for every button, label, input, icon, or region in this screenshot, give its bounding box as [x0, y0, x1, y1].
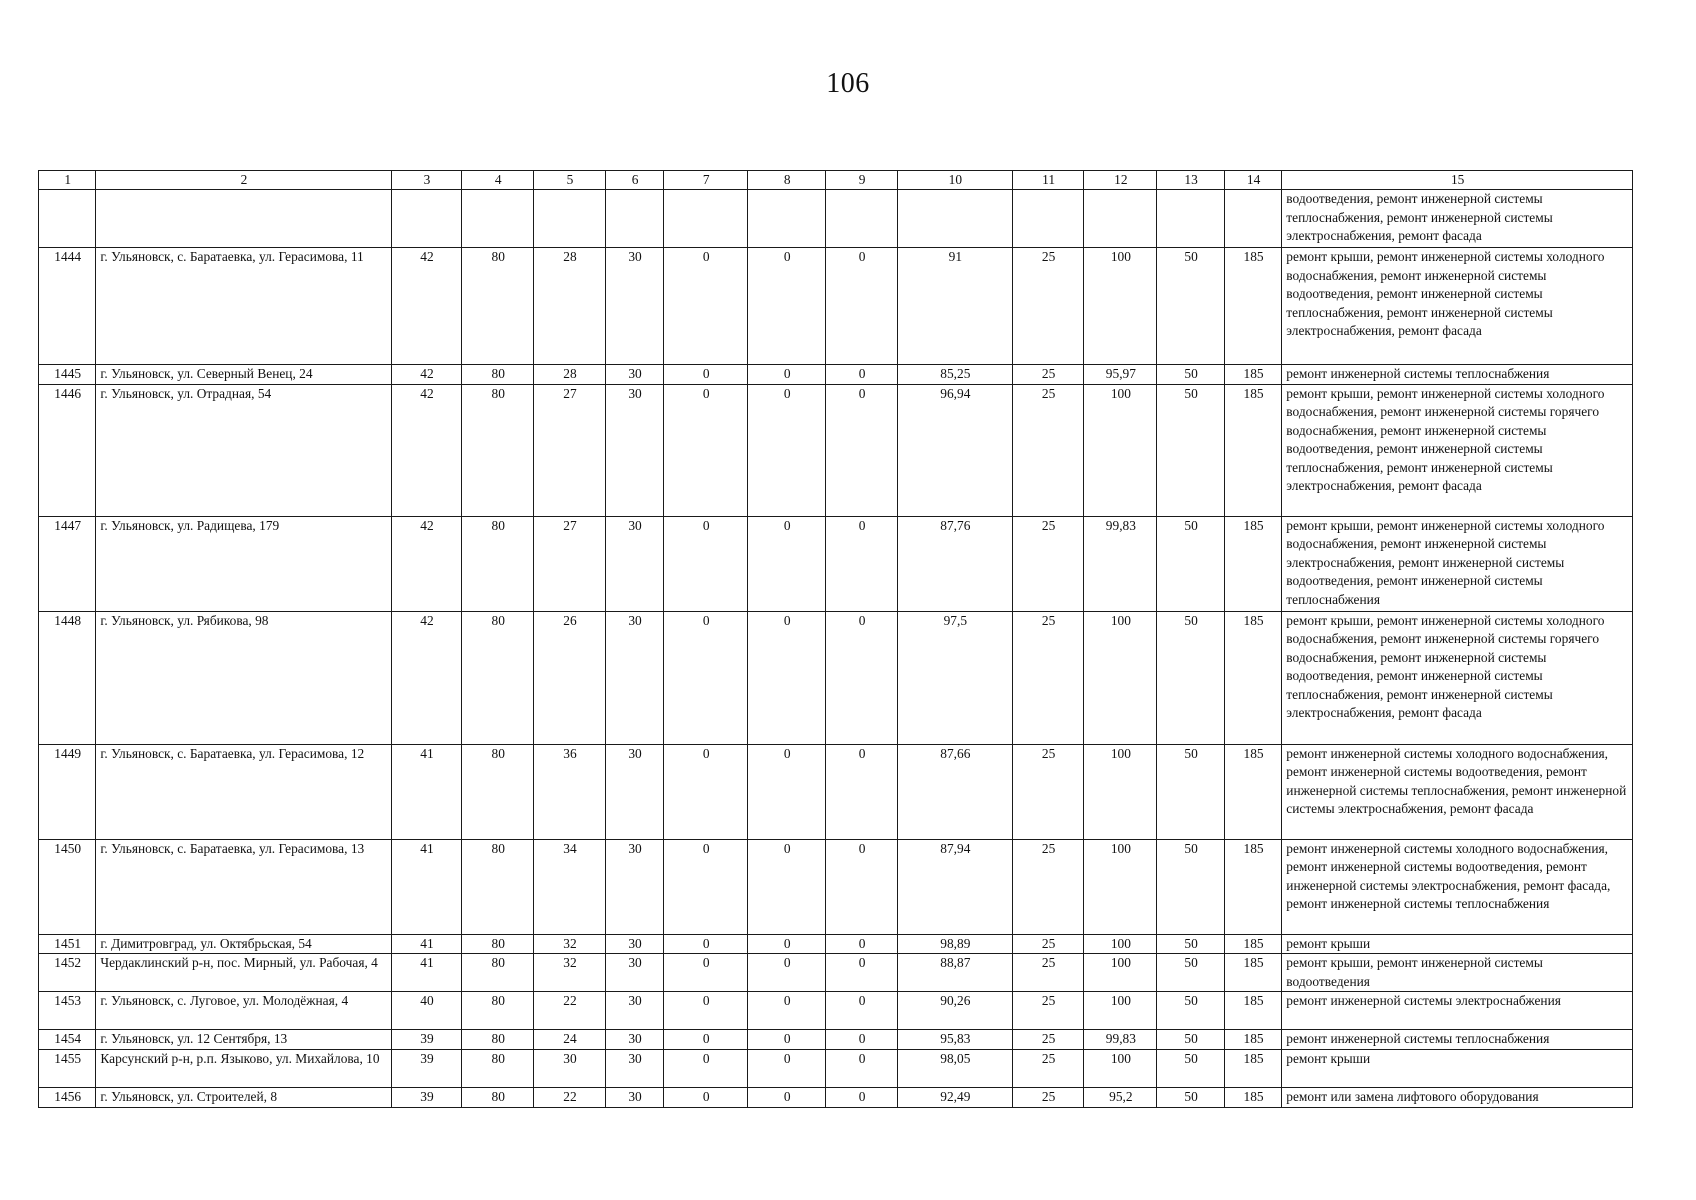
column-number-header: 9	[826, 171, 898, 190]
value-cell-col7: 0	[664, 516, 748, 611]
value-cell-col14: 185	[1224, 992, 1281, 1030]
value-cell-col12: 100	[1084, 1049, 1157, 1087]
table-row	[39, 934, 1633, 954]
value-cell-col4: 80	[462, 248, 534, 365]
value-cell-col6: 30	[605, 1087, 663, 1107]
value-cell-col13: 50	[1157, 1030, 1225, 1050]
value-cell-col3: 42	[391, 365, 462, 385]
column-number-header: 12	[1084, 171, 1157, 190]
value-cell-col12: 100	[1084, 384, 1157, 516]
works-cell: ремонт инженерной системы холодного водоснабжения, ремонт инженерной системы водоотведения, ремонт инженерной системы электроснабжения, ремонт фасада, ремонт инженерной системы теплоснабжения	[1282, 839, 1633, 934]
value-cell-col8: 0	[748, 934, 826, 954]
value-cell-col10: 92,49	[897, 1087, 1012, 1107]
value-cell-col10: 87,66	[897, 744, 1012, 839]
row-number-cell: 1453	[39, 992, 96, 1030]
value-cell-col14: 185	[1224, 934, 1281, 954]
address-cell: г. Ульяновск, с. Баратаевка, ул. Герасимова, 12	[96, 744, 391, 839]
works-cell: ремонт крыши, ремонт инженерной системы водоотведения	[1282, 954, 1633, 992]
column-number-header: 7	[664, 171, 748, 190]
works-cell: ремонт инженерной системы электроснабжения	[1282, 992, 1633, 1030]
value-cell-col11: 25	[1012, 744, 1084, 839]
value-cell-col14: 185	[1224, 384, 1281, 516]
value-cell-col3: 39	[391, 1030, 462, 1050]
value-cell-col11: 25	[1012, 1087, 1084, 1107]
address-cell: г. Ульяновск, ул. Радищева, 179	[96, 516, 391, 611]
value-cell-col10: 87,94	[897, 839, 1012, 934]
value-cell-col13: 50	[1157, 1049, 1225, 1087]
value-cell-col13: 50	[1157, 992, 1225, 1030]
value-cell-col4: 80	[462, 839, 534, 934]
row-number-cell: 1454	[39, 1030, 96, 1050]
value-cell-col4: 80	[462, 934, 534, 954]
value-cell-col4: 80	[462, 365, 534, 385]
value-cell-col11	[1012, 190, 1084, 248]
address-cell: Карсунский р-н, р.п. Языково, ул. Михайлова, 10	[96, 1049, 391, 1087]
value-cell-col11: 25	[1012, 248, 1084, 365]
table-row	[39, 190, 1633, 248]
value-cell-col14: 185	[1224, 1087, 1281, 1107]
value-cell-col9: 0	[826, 1087, 898, 1107]
value-cell-col3: 41	[391, 954, 462, 992]
value-cell-col4: 80	[462, 516, 534, 611]
value-cell-col7: 0	[664, 1087, 748, 1107]
value-cell-col5	[534, 190, 606, 248]
value-cell-col10	[897, 190, 1012, 248]
value-cell-col13: 50	[1157, 1087, 1225, 1107]
value-cell-col5: 28	[534, 365, 606, 385]
value-cell-col14: 185	[1224, 248, 1281, 365]
value-cell-col10: 98,05	[897, 1049, 1012, 1087]
row-number-cell: 1444	[39, 248, 96, 365]
value-cell-col8	[748, 190, 826, 248]
value-cell-col6: 30	[605, 839, 663, 934]
value-cell-col9: 0	[826, 384, 898, 516]
value-cell-col11: 25	[1012, 384, 1084, 516]
value-cell-col3: 41	[391, 839, 462, 934]
value-cell-col3	[391, 190, 462, 248]
value-cell-col7: 0	[664, 954, 748, 992]
works-cell: ремонт инженерной системы холодного водоснабжения, ремонт инженерной системы водоотведения, ремонт инженерной системы теплоснабжения, ремонт инженерной системы электроснабжения, ремонт фасада	[1282, 744, 1633, 839]
address-cell: г. Ульяновск, ул. Строителей, 8	[96, 1087, 391, 1107]
value-cell-col13	[1157, 190, 1225, 248]
value-cell-col7: 0	[664, 1049, 748, 1087]
value-cell-col8: 0	[748, 1049, 826, 1087]
column-number-header: 4	[462, 171, 534, 190]
column-number-header: 5	[534, 171, 606, 190]
value-cell-col5: 28	[534, 248, 606, 365]
column-number-header: 8	[748, 171, 826, 190]
value-cell-col12: 100	[1084, 992, 1157, 1030]
row-number-cell: 1448	[39, 611, 96, 744]
row-number-cell: 1446	[39, 384, 96, 516]
value-cell-col9: 0	[826, 744, 898, 839]
value-cell-col9: 0	[826, 1049, 898, 1087]
value-cell-col11: 25	[1012, 934, 1084, 954]
row-number-cell: 1456	[39, 1087, 96, 1107]
address-cell: г. Ульяновск, с. Луговое, ул. Молодёжная, 4	[96, 992, 391, 1030]
value-cell-col3: 39	[391, 1049, 462, 1087]
value-cell-col7: 0	[664, 365, 748, 385]
value-cell-col3: 41	[391, 934, 462, 954]
value-cell-col14: 185	[1224, 954, 1281, 992]
value-cell-col6: 30	[605, 365, 663, 385]
value-cell-col13: 50	[1157, 839, 1225, 934]
works-cell: водоотведения, ремонт инженерной системы теплоснабжения, ремонт инженерной системы электроснабжения, ремонт фасада	[1282, 190, 1633, 248]
value-cell-col10: 95,83	[897, 1030, 1012, 1050]
value-cell-col4: 80	[462, 611, 534, 744]
value-cell-col9: 0	[826, 248, 898, 365]
value-cell-col4: 80	[462, 992, 534, 1030]
value-cell-col13: 50	[1157, 365, 1225, 385]
value-cell-col9: 0	[826, 992, 898, 1030]
row-number-cell: 1445	[39, 365, 96, 385]
value-cell-col5: 22	[534, 1087, 606, 1107]
value-cell-col9	[826, 190, 898, 248]
value-cell-col11: 25	[1012, 516, 1084, 611]
value-cell-col11: 25	[1012, 1030, 1084, 1050]
column-number-header: 13	[1157, 171, 1225, 190]
value-cell-col8: 0	[748, 384, 826, 516]
value-cell-col6: 30	[605, 744, 663, 839]
value-cell-col8: 0	[748, 365, 826, 385]
value-cell-col4: 80	[462, 1049, 534, 1087]
works-cell: ремонт крыши, ремонт инженерной системы холодного водоснабжения, ремонт инженерной системы горячего водоснабжения, ремонт инженерной системы водоотведения, ремонт инженерной системы теплоснабжения, ремонт инженерной системы электроснабжения, ремонт фасада	[1282, 611, 1633, 744]
row-number-cell: 1450	[39, 839, 96, 934]
value-cell-col5: 36	[534, 744, 606, 839]
value-cell-col5: 24	[534, 1030, 606, 1050]
value-cell-col12: 95,97	[1084, 365, 1157, 385]
value-cell-col14: 185	[1224, 611, 1281, 744]
column-number-header: 3	[391, 171, 462, 190]
column-number-header: 14	[1224, 171, 1281, 190]
value-cell-col9: 0	[826, 516, 898, 611]
value-cell-col7	[664, 190, 748, 248]
value-cell-col12: 100	[1084, 954, 1157, 992]
value-cell-col11: 25	[1012, 954, 1084, 992]
value-cell-col13: 50	[1157, 744, 1225, 839]
row-number-cell	[39, 190, 96, 248]
value-cell-col8: 0	[748, 839, 826, 934]
value-cell-col10: 91	[897, 248, 1012, 365]
value-cell-col4: 80	[462, 1087, 534, 1107]
value-cell-col7: 0	[664, 839, 748, 934]
value-cell-col4: 80	[462, 1030, 534, 1050]
table-row	[39, 248, 1633, 365]
value-cell-col5: 32	[534, 934, 606, 954]
table-row	[39, 992, 1633, 1030]
value-cell-col6: 30	[605, 992, 663, 1030]
value-cell-col12: 100	[1084, 744, 1157, 839]
value-cell-col8: 0	[748, 248, 826, 365]
value-cell-col12: 100	[1084, 248, 1157, 365]
value-cell-col11: 25	[1012, 1049, 1084, 1087]
value-cell-col10: 98,89	[897, 934, 1012, 954]
works-cell: ремонт крыши, ремонт инженерной системы холодного водоснабжения, ремонт инженерной системы водоотведения, ремонт инженерной системы теплоснабжения, ремонт инженерной системы электроснабжения, ремонт фасада	[1282, 248, 1633, 365]
value-cell-col4	[462, 190, 534, 248]
value-cell-col6: 30	[605, 248, 663, 365]
value-cell-col5: 30	[534, 1049, 606, 1087]
value-cell-col14: 185	[1224, 1049, 1281, 1087]
address-cell: г. Димитровград, ул. Октябрьская, 54	[96, 934, 391, 954]
works-cell: ремонт крыши	[1282, 1049, 1633, 1087]
column-number-header: 2	[96, 171, 391, 190]
value-cell-col3: 42	[391, 516, 462, 611]
address-cell: г. Ульяновск, ул. 12 Сентября, 13	[96, 1030, 391, 1050]
value-cell-col6: 30	[605, 1030, 663, 1050]
value-cell-col9: 0	[826, 365, 898, 385]
value-cell-col8: 0	[748, 954, 826, 992]
value-cell-col11: 25	[1012, 611, 1084, 744]
table-row	[39, 839, 1633, 934]
value-cell-col13: 50	[1157, 516, 1225, 611]
column-number-header: 1	[39, 171, 96, 190]
value-cell-col14: 185	[1224, 516, 1281, 611]
works-cell: ремонт инженерной системы теплоснабжения	[1282, 365, 1633, 385]
value-cell-col7: 0	[664, 248, 748, 365]
value-cell-col3: 41	[391, 744, 462, 839]
value-cell-col5: 27	[534, 516, 606, 611]
works-cell: ремонт инженерной системы теплоснабжения	[1282, 1030, 1633, 1050]
address-cell: г. Ульяновск, с. Баратаевка, ул. Герасимова, 13	[96, 839, 391, 934]
value-cell-col3: 42	[391, 248, 462, 365]
value-cell-col9: 0	[826, 839, 898, 934]
capital-repair-table	[38, 170, 1633, 1108]
value-cell-col5: 27	[534, 384, 606, 516]
table-row	[39, 384, 1633, 516]
table-row	[39, 1087, 1633, 1107]
value-cell-col7: 0	[664, 744, 748, 839]
value-cell-col6: 30	[605, 934, 663, 954]
address-cell	[96, 190, 391, 248]
works-cell: ремонт или замена лифтового оборудования	[1282, 1087, 1633, 1107]
table-row	[39, 611, 1633, 744]
value-cell-col7: 0	[664, 934, 748, 954]
value-cell-col13: 50	[1157, 248, 1225, 365]
value-cell-col13: 50	[1157, 954, 1225, 992]
column-number-header: 15	[1282, 171, 1633, 190]
works-cell: ремонт крыши, ремонт инженерной системы холодного водоснабжения, ремонт инженерной системы электроснабжения, ремонт инженерной системы водоотведения, ремонт инженерной системы теплоснабжения	[1282, 516, 1633, 611]
value-cell-col10: 90,26	[897, 992, 1012, 1030]
column-number-header: 6	[605, 171, 663, 190]
value-cell-col6: 30	[605, 1049, 663, 1087]
value-cell-col9: 0	[826, 611, 898, 744]
value-cell-col9: 0	[826, 934, 898, 954]
table-row	[39, 365, 1633, 385]
table-row	[39, 1049, 1633, 1087]
value-cell-col8: 0	[748, 611, 826, 744]
row-number-cell: 1447	[39, 516, 96, 611]
value-cell-col3: 40	[391, 992, 462, 1030]
column-number-row	[39, 171, 1633, 190]
table-row	[39, 1030, 1633, 1050]
value-cell-col5: 32	[534, 954, 606, 992]
address-cell: г. Ульяновск, ул. Северный Венец, 24	[96, 365, 391, 385]
value-cell-col10: 97,5	[897, 611, 1012, 744]
value-cell-col6	[605, 190, 663, 248]
value-cell-col5: 22	[534, 992, 606, 1030]
value-cell-col8: 0	[748, 744, 826, 839]
value-cell-col4: 80	[462, 954, 534, 992]
address-cell: г. Ульяновск, с. Баратаевка, ул. Герасимова, 11	[96, 248, 391, 365]
value-cell-col13: 50	[1157, 934, 1225, 954]
value-cell-col8: 0	[748, 1030, 826, 1050]
row-number-cell: 1451	[39, 934, 96, 954]
value-cell-col8: 0	[748, 516, 826, 611]
value-cell-col11: 25	[1012, 839, 1084, 934]
value-cell-col5: 34	[534, 839, 606, 934]
value-cell-col4: 80	[462, 384, 534, 516]
value-cell-col4: 80	[462, 744, 534, 839]
value-cell-col7: 0	[664, 1030, 748, 1050]
value-cell-col8: 0	[748, 1087, 826, 1107]
value-cell-col14: 185	[1224, 365, 1281, 385]
value-cell-col3: 42	[391, 611, 462, 744]
value-cell-col12: 99,83	[1084, 1030, 1157, 1050]
value-cell-col13: 50	[1157, 384, 1225, 516]
address-cell: г. Ульяновск, ул. Отрадная, 54	[96, 384, 391, 516]
value-cell-col14	[1224, 190, 1281, 248]
row-number-cell: 1449	[39, 744, 96, 839]
row-number-cell: 1455	[39, 1049, 96, 1087]
row-number-cell: 1452	[39, 954, 96, 992]
value-cell-col9: 0	[826, 954, 898, 992]
value-cell-col12: 100	[1084, 611, 1157, 744]
value-cell-col12: 100	[1084, 839, 1157, 934]
value-cell-col12	[1084, 190, 1157, 248]
value-cell-col6: 30	[605, 516, 663, 611]
address-cell: г. Ульяновск, ул. Рябикова, 98	[96, 611, 391, 744]
value-cell-col14: 185	[1224, 839, 1281, 934]
value-cell-col10: 88,87	[897, 954, 1012, 992]
value-cell-col3: 42	[391, 384, 462, 516]
table-row	[39, 954, 1633, 992]
value-cell-col3: 39	[391, 1087, 462, 1107]
value-cell-col12: 95,2	[1084, 1087, 1157, 1107]
value-cell-col6: 30	[605, 954, 663, 992]
table-row	[39, 744, 1633, 839]
page-number: 106	[826, 68, 870, 99]
value-cell-col7: 0	[664, 611, 748, 744]
address-cell: Чердаклинский р-н, пос. Мирный, ул. Рабочая, 4	[96, 954, 391, 992]
works-cell: ремонт крыши, ремонт инженерной системы холодного водоснабжения, ремонт инженерной системы горячего водоснабжения, ремонт инженерной системы водоотведения, ремонт инженерной системы теплоснабжения, ремонт инженерной системы электроснабжения, ремонт фасада	[1282, 384, 1633, 516]
value-cell-col7: 0	[664, 384, 748, 516]
column-number-header: 10	[897, 171, 1012, 190]
table-row	[39, 516, 1633, 611]
value-cell-col9: 0	[826, 1030, 898, 1050]
value-cell-col11: 25	[1012, 992, 1084, 1030]
value-cell-col14: 185	[1224, 1030, 1281, 1050]
value-cell-col10: 87,76	[897, 516, 1012, 611]
value-cell-col8: 0	[748, 992, 826, 1030]
value-cell-col7: 0	[664, 992, 748, 1030]
value-cell-col11: 25	[1012, 365, 1084, 385]
value-cell-col10: 96,94	[897, 384, 1012, 516]
column-number-header: 11	[1012, 171, 1084, 190]
value-cell-col6: 30	[605, 384, 663, 516]
value-cell-col14: 185	[1224, 744, 1281, 839]
value-cell-col10: 85,25	[897, 365, 1012, 385]
value-cell-col13: 50	[1157, 611, 1225, 744]
value-cell-col5: 26	[534, 611, 606, 744]
value-cell-col12: 99,83	[1084, 516, 1157, 611]
value-cell-col6: 30	[605, 611, 663, 744]
value-cell-col12: 100	[1084, 934, 1157, 954]
works-cell: ремонт крыши	[1282, 934, 1633, 954]
